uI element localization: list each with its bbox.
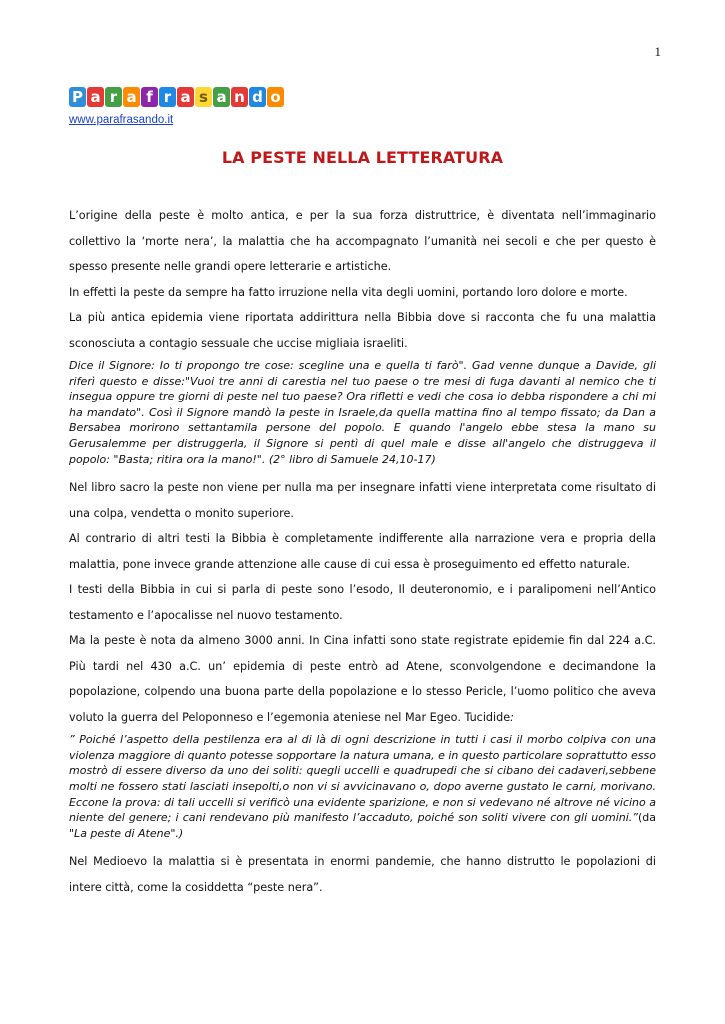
quote-tucidide [69,732,656,841]
page-title: LA PESTE NELLA LETTERATURA [221,148,504,167]
logo-letter: o [267,87,284,107]
logo-letter: n [231,87,248,107]
logo-letter: a [123,87,140,107]
logo-letter: a [213,87,230,107]
paragraph-bible-indifferent: Al contrario di altri testi la Bibbia è completamente indifferente alla narrazione vera e propria della malattia, pone invece grande attenzione alle cause di cui essa è proseguimento ed effetto naturale. [69,532,656,571]
logo-letter: r [105,87,122,107]
paragraph-intro: L’origine della peste è molto antica, e per la sua forza distruttrice, è diventata nell’immaginario collettivo la ‘morte nera’, la malattia che ha accompagnato l’umanità nei secoli e che per questo è spesso presente nelle grandi opere letterarie e artistiche. [69,209,656,273]
athens-text: Ma la peste è nota da almeno 3000 anni. In Cina infatti sono state registrate epidemie fin dal 224 a.C. Più tardi nel 430 a.C. un’ epidemia di peste entrò ad Atene, sconvolgendone e decimandone la popolazione, colpendo una buona parte della popolazione e lo stesso Pericle, l’uomo politico che aveva voluto la guerra del Peloponneso e l’egemonia ateniese nel Mar Egeo. Tucidide [69,634,656,724]
paragraph-bible-texts: I testi della Bibbia in cui si parla di peste sono l’esodo, Il deuteronomio, e i paralipomeni nell’Antico testamento e l’apocalisse nel nuovo testamento. [69,583,656,622]
parafrasando-logo [69,87,284,109]
logo-letter: r [159,87,176,107]
logo-letter: d [249,87,266,107]
quote-source-open: (da [637,811,656,825]
logo-letter: f [141,87,158,107]
page-number: 1 [654,44,661,59]
paragraph-bible-epidemic: La più antica epidemia viene riportata addirittura nella Bibbia dove si racconta che fu una malattia sconosciuta a contagio sessuale che uccise migliaia israeliti. [69,311,656,350]
logo-letter: s [195,87,212,107]
site-link[interactable]: www.parafrasando.it [69,114,174,126]
quote-source: "La peste di Atene".) [69,826,184,840]
athens-colon: : [510,710,514,724]
logo-letter: a [177,87,194,107]
paragraph-athens [69,628,656,730]
paragraph-medieval: Nel Medioevo la malattia si è presentata in enormi pandemie, che hanno distrutto le popolazioni di intere città, come la cosiddetta “peste nera”. [69,855,656,894]
logo-letter: a [87,87,104,107]
quote-samuel: Dice il Signore: Io ti propongo tre cose: scegline una e quella ti farò". Gad venne dunque a Davide, gli riferì questo e disse:"Vuoi tre anni di carestia nel tuo paese o tre mesi di fuga davanti al nemico che ti insegua oppure tre giorni di peste nel tuo paese? Ora rifletti e vedi che cosa io debba rispondere a chi mi ha mandato". Così il Signore mandò la peste in Israele,da quella mattina fino al tempo fissato; da Dan a Bersabea morirono settantamila persone del popolo. E quando l'angelo ebbe stesa la mano su Gerusalemme per distruggerla, il Signore si pentì di quel male e disse all'angelo che distruggeva il popolo: "Basta; ritira ora la mano!". (2° libro di Samuele 24,10-17) [69,359,656,466]
article-body [69,203,656,900]
logo-letter: P [69,87,86,107]
paragraph-sacred-book: Nel libro sacro la peste non viene per nulla ma per insegnare infatti viene interpretata come risultato di una colpa, vendetta o monito superiore. [69,481,656,520]
quote-tucidide-text: ” Poiché l’aspetto della pestilenza era al di là di ogni descrizione in tutti i casi il morbo colpiva con una violenza maggiore di quanto potesse sopportare la natura umana, e in questo particolare soprattutto esso mostrò di essere diverso da uno dei soliti: quegli uccelli e quadrupedi che si cibano dei cadaveri,sebbene molti ne fossero stati lasciati insepolti,o non vi si avvicinavano o, dopo averne gustato le carni, morivano. Eccone la prova: di tali uccelli si verificò una evidente sparizione, e non si vedevano né altrove né vicino a niente del genere; i cani rendevano più manifesto l’accaduto, poiché son soliti vivere con gli uomini.” [69,733,656,825]
paragraph-irruption: In effetti la peste da sempre ha fatto irruzione nella vita degli uomini, portando loro dolore e morte. [69,285,628,299]
